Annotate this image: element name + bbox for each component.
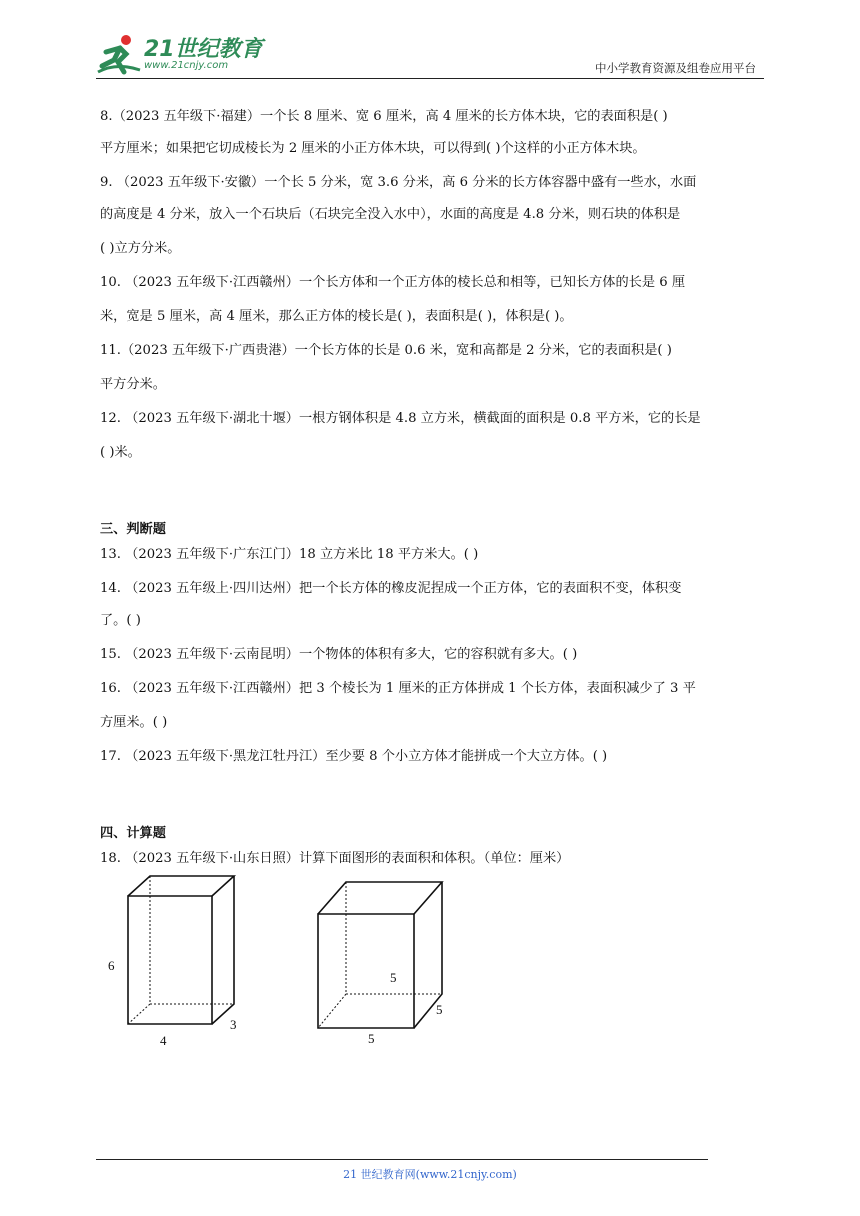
q11-line1: 11.（2023 五年级下·广西贵港）一个长方体的长是 0.6 米，宽和高都是 2 分米，它的表面积是( ): [100, 343, 672, 358]
q12-line1: 12. （2023 五年级下·湖北十堰）一根方钢体积是 4.8 立方米，横截面的面积是 0.8 平方米，它的长是: [100, 411, 701, 426]
logo: [96, 30, 266, 78]
q15: 15. （2023 五年级下·云南昆明）一个物体的体积有多大，它的容积就有多大。( ): [100, 647, 578, 662]
q9-line2: 的高度是 4 分米，放入一个石块后（石块完全没入水中），水面的高度是 4.8 分米，则石块的体积是: [100, 207, 681, 222]
q8-line1: 8.（2023 五年级下·福建）一个长 8 厘米、宽 6 厘米，高 4 厘米的长方体木块，它的表面积是( ): [100, 109, 668, 124]
section-judgement-title: 三、判断题: [100, 522, 166, 537]
section-calculation-title: 四、计算题: [100, 826, 166, 841]
logo-text: 21世纪教育: [144, 37, 263, 62]
q9-line1: 9. （2023 五年级下·安徽）一个长 5 分米，宽 3.6 分米，高 6 分米的长方体容器中盛有一些水，水面: [100, 175, 697, 190]
q13: 13. （2023 五年级下·广东江门）18 立方米比 18 平方米大。( ): [100, 547, 479, 562]
box1-width-label: 4: [160, 1033, 167, 1048]
q16-line1: 16. （2023 五年级下·江西赣州）把 3 个棱长为 1 厘米的正方体拼成 1 个长方体，表面积减少了 3 平: [100, 681, 696, 696]
q17: 17. （2023 五年级下·黑龙江牡丹江）至少要 8 个小立方体才能拼成一个大立方体。( ): [100, 749, 608, 764]
q8-line2: 平方厘米；如果把它切成棱长为 2 厘米的小正方体木块，可以得到( )个这样的小正方体木块。: [100, 141, 646, 156]
box2-width-label: 5: [368, 1031, 375, 1046]
box1-height-label: 6: [108, 958, 115, 973]
footer-link[interactable]: 21 世纪教育网(www.21cnjy.com): [343, 1168, 517, 1181]
header-platform-text: 中小学教育资源及组卷应用平台: [595, 61, 756, 75]
q12-line2: ( )米。: [100, 445, 141, 460]
box1-depth-label: 3: [230, 1017, 237, 1032]
q18: 18. （2023 五年级下·山东日照）计算下面图形的表面积和体积。（单位：厘米）: [100, 851, 570, 866]
box2-height-label: 5: [390, 970, 397, 985]
q10-line2: 米，宽是 5 厘米，高 4 厘米，那么正方体的棱长是( )，表面积是( )，体积是( )。: [100, 309, 573, 324]
logo-url: www.21cnjy.com: [144, 60, 229, 71]
q9-line3: ( )立方分米。: [100, 241, 181, 256]
q16-line2: 方厘米。( ): [100, 715, 168, 730]
page-header: [96, 30, 764, 79]
q14-line1: 14. （2023 五年级上·四川达州）把一个长方体的橡皮泥捏成一个正方体，它的表面积不变，体积变: [100, 581, 682, 596]
footer-divider: [96, 1159, 708, 1160]
box2-depth-label: 5: [436, 1002, 443, 1017]
box-figure-1: [120, 870, 260, 1040]
q10-line1: 10. （2023 五年级下·江西赣州）一个长方体和一个正方体的棱长总和相等，已知长方体的长是 6 厘: [100, 275, 686, 290]
runner-logo-icon: [96, 32, 142, 78]
q11-line2: 平方分米。: [100, 377, 166, 392]
q14-line2: 了。( ): [100, 613, 141, 628]
